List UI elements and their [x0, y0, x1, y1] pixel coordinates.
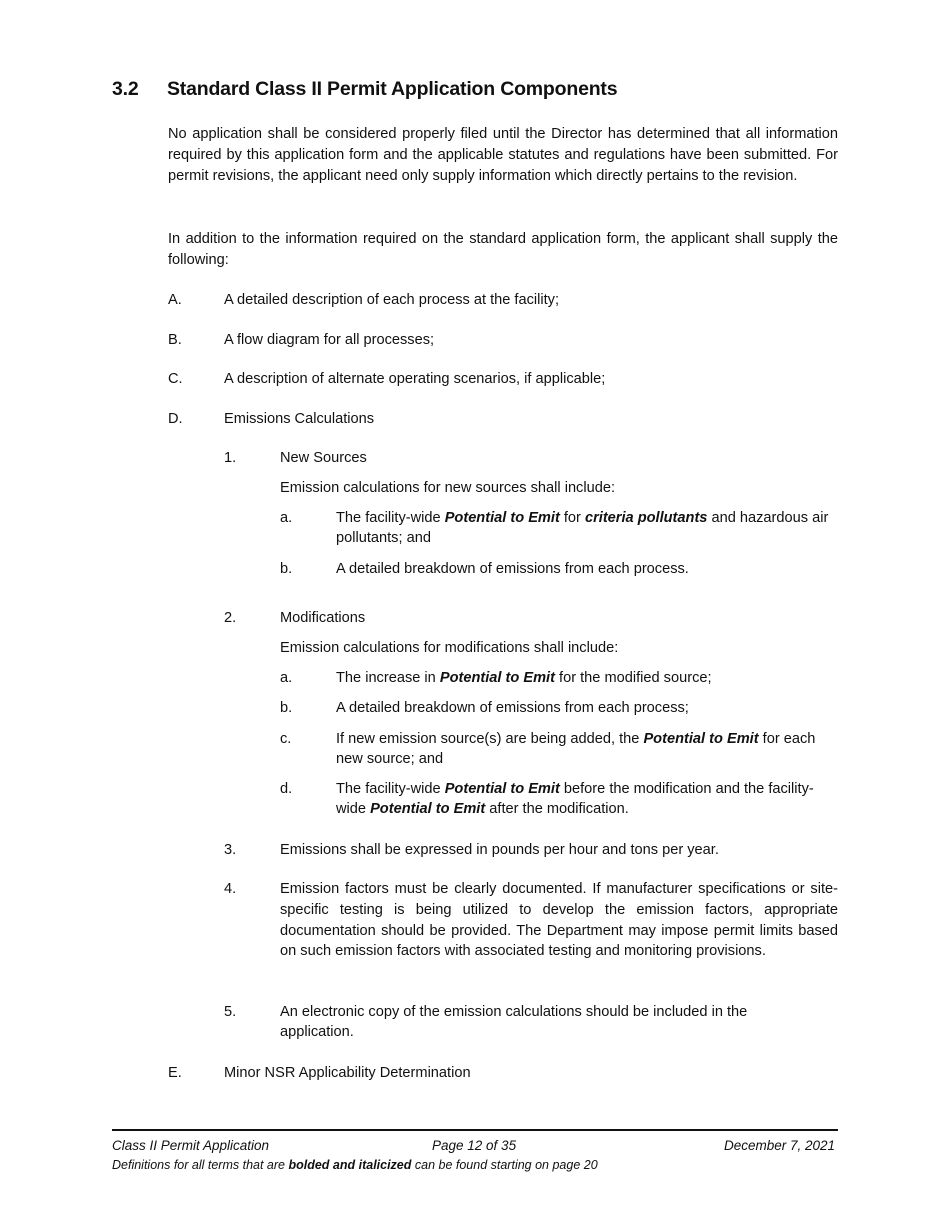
- modifications-b-marker: b.: [280, 700, 293, 716]
- modifications-intro: Emission calculations for modifications shall include:: [280, 640, 619, 656]
- item-4-text: Emission factors must be clearly documented. If manufacturer specifications or site-specific testing is being utilized to develop the emission factors, appropriate documentation should be provided. The Department may impose permit limits based on such emission factors with associated testing and monitoring provisions.: [280, 881, 838, 960]
- new-sources-b-text: A detailed breakdown of emissions from each process.: [336, 561, 689, 577]
- section-title: Standard Class II Permit Application Components: [167, 78, 618, 100]
- item-e-text: Minor NSR Applicability Determination: [224, 1065, 471, 1081]
- item-c-marker: C.: [168, 371, 183, 387]
- footer-divider: [112, 1129, 838, 1131]
- defined-term: Potential to Emit: [370, 801, 486, 817]
- footer-date: December 7, 2021: [724, 1138, 836, 1153]
- defined-term: criteria pollutants: [584, 510, 708, 526]
- item-b-text: A flow diagram for all processes;: [224, 332, 435, 348]
- modifications-marker: 2.: [224, 610, 237, 626]
- new-sources-a-marker: a.: [280, 510, 293, 526]
- footer-definitions-note: Definitions for all terms that are bolded and italicized can be found starting on page 20: [112, 1158, 598, 1172]
- modifications-b-text: A detailed breakdown of emissions from each process;: [336, 700, 689, 716]
- section-number: 3.2: [112, 78, 139, 100]
- new-sources-title: New Sources: [280, 450, 367, 466]
- item-a-text: A detailed description of each process at the facility;: [224, 292, 560, 308]
- item-e-marker: E.: [168, 1065, 182, 1081]
- defined-term: Potential to Emit: [444, 781, 560, 797]
- item-3-text: Emissions shall be expressed in pounds per hour and tons per year.: [280, 842, 719, 858]
- new-sources-b-marker: b.: [280, 561, 293, 577]
- modifications-d-marker: d.: [280, 781, 293, 797]
- modifications-title: Modifications: [280, 610, 366, 626]
- item-d-marker: D.: [168, 411, 183, 427]
- item-d-text: Emissions Calculations: [224, 411, 375, 427]
- new-sources-marker: 1.: [224, 450, 237, 466]
- defined-term: Potential to Emit: [439, 670, 555, 686]
- item-b-marker: B.: [168, 332, 182, 348]
- item-5-marker: 5.: [224, 1004, 237, 1020]
- intro-paragraph: No application shall be considered properly filed until the Director has determined that all information required by this application form and the applicable statutes and regulations have been submitted. For permit revisions, the applicant need only supply information which directly pertains to the revision.: [168, 126, 838, 184]
- item-4-marker: 4.: [224, 881, 237, 897]
- modifications-a-text: The increase in Potential to Emit for the modified source;: [336, 670, 712, 686]
- new-sources-a-text: The facility-wide Potential to Emit for criteria pollutants and hazardous air pollutants; and: [336, 510, 829, 546]
- item-3-marker: 3.: [224, 842, 237, 858]
- item-c-text: A description of alternate operating scenarios, if applicable;: [224, 371, 606, 387]
- modifications-d-text: The facility-wide Potential to Emit before the modification and the facility-wide Potential to Emit after the modification.: [336, 781, 814, 817]
- item-5-text: An electronic copy of the emission calculations should be included in the application.: [280, 1004, 748, 1040]
- supply-paragraph: In addition to the information required on the standard application form, the applicant shall supply the following:: [168, 231, 838, 268]
- modifications-a-marker: a.: [280, 670, 293, 686]
- item-a-marker: A.: [168, 292, 182, 308]
- section-heading: [112, 78, 617, 101]
- defined-term: Potential to Emit: [643, 731, 759, 747]
- modifications-c-text: If new emission source(s) are being added, the Potential to Emit for each new source; and: [336, 731, 816, 767]
- modifications-c-marker: c.: [280, 731, 292, 747]
- footer-doc-title: Class II Permit Application: [112, 1138, 270, 1153]
- footer-page-number: Page 12 of 35: [432, 1138, 517, 1153]
- defined-term: Potential to Emit: [444, 510, 560, 526]
- new-sources-intro: Emission calculations for new sources shall include:: [280, 480, 616, 496]
